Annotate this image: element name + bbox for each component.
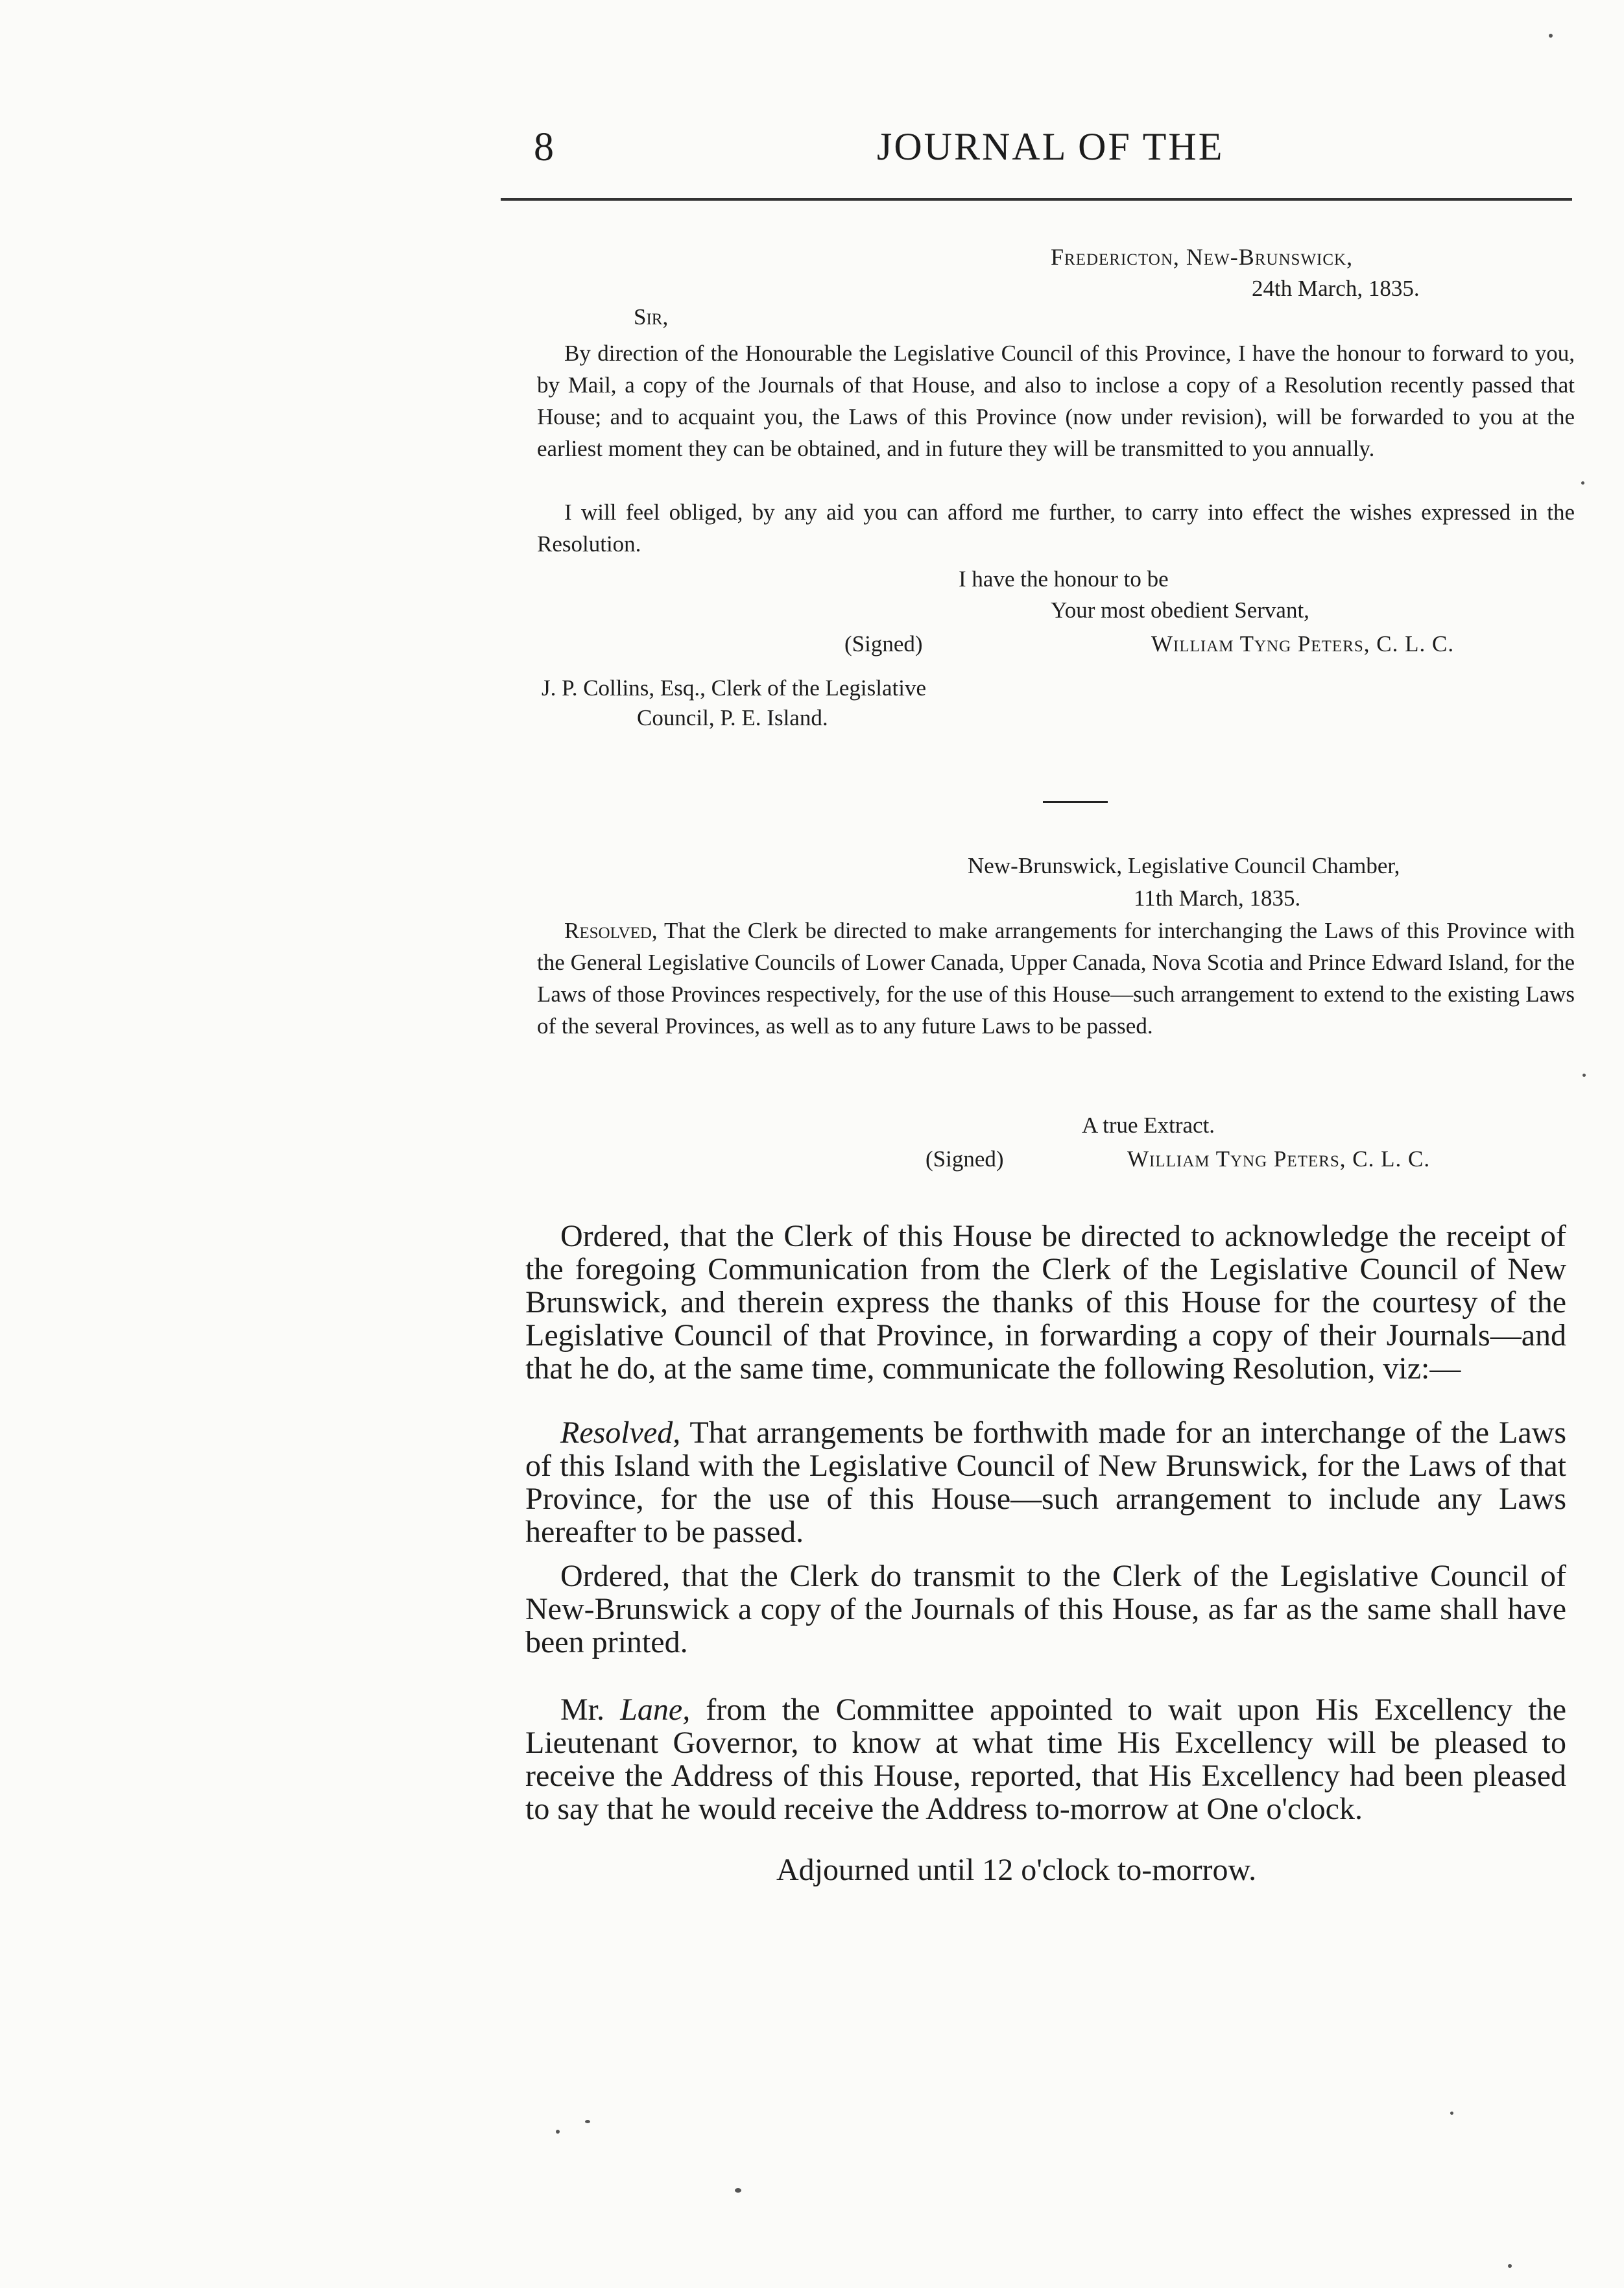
letter-addressee-2: Council, P. E. Island.: [637, 705, 828, 730]
scan-speck: [1450, 2112, 1453, 2115]
proceedings-paragraph-1: Ordered, that the Clerk of this House be directed to acknowledge the receipt of the foregoing Communication from the Clerk of the Legislative Council of New Brunswick, and therein express the thanks of this House for the courtesy of the Legislative Council of that Province, in forwarding a copy of their Journals—and that he do, at the same time, communicate the following Resolution, viz:—: [525, 1219, 1566, 1386]
resolution-paragraph: [537, 915, 1575, 1042]
separator-rule: [1043, 801, 1108, 803]
running-head: JOURNAL OF THE: [877, 125, 1224, 168]
page-number: 8: [534, 125, 554, 169]
resolution-extract: A true Extract.: [1082, 1113, 1215, 1138]
letter-paragraph-2: I will feel obliged, by any aid you can afford me further, to carry into effect the wishes expressed in the Resolution.: [537, 500, 1575, 557]
letter-salutation: Sir,: [634, 304, 669, 330]
scan-speck: [1581, 481, 1584, 485]
letter-paragraph-1: By direction of the Honourable the Legislative Council of this Province, I have the honour to forward to you, by Mail, a copy of the Journals of that House, and also to inclose a copy of a Resolution recently passed that House; and to acquaint you, the Laws of this Province (now under revision), will be forwarded to you at the earliest moment they can be obtained, and in future they will be transmitted to you annually.: [537, 341, 1575, 461]
resolution-place: New-Brunswick, Legislative Council Chamber,: [968, 853, 1400, 878]
resolution-lead: Resolved,: [564, 918, 658, 943]
letter-signer: William Tyng Peters, C. L. C.: [1151, 631, 1455, 656]
letter-signed: (Signed): [844, 631, 923, 656]
proceedings-paragraph-4: [525, 1693, 1566, 1825]
scan-speck: [735, 2188, 741, 2193]
proceedings-mr: Mr.: [560, 1692, 605, 1727]
letter-closing-2: Your most obedient Servant,: [1051, 597, 1309, 623]
letter-addressee-1: J. P. Collins, Esq., Clerk of the Legislative: [542, 675, 927, 701]
scan-speck: [585, 2120, 590, 2123]
resolution-text: That the Clerk be directed to make arrangements for interchanging the Laws of this Province with the General Legislative Councils of Lower Canada, Upper Canada, Nova Scotia and Prince Edward Island, for the Laws of those Provinces respectively, for the use of this House—such arrangement to extend to the existing Laws of the several Provinces, as well as to any future Laws to be passed.: [537, 918, 1575, 1039]
scan-speck: [1508, 2264, 1512, 2268]
letter-date: 24th March, 1835.: [1252, 276, 1420, 301]
letter-closing-1: I have the honour to be: [959, 566, 1169, 592]
resolution-signer: William Tyng Peters, C. L. C.: [1127, 1146, 1431, 1172]
resolution-signed: (Signed): [925, 1146, 1004, 1172]
proceedings-member-name: Lane,: [620, 1692, 691, 1727]
proceedings-report-text: from the Committee appointed to wait upon His Excellency the Lieutenant Governor, to know at what time His Excellency will be pleased to receive the Address of this House, reported, that His Excellency had been pleased to say that he would receive the Address to-morrow at One o'clock.: [525, 1692, 1567, 1826]
proceedings-paragraph-3: Ordered, that the Clerk do transmit to the Clerk of the Legislative Council of New-Brunswick a copy of the Journals of this House, as far as the same shall have been printed.: [525, 1559, 1566, 1659]
scan-speck: [1549, 34, 1553, 38]
proceedings-resolution-text: That arrangements be forthwith made for an interchange of the Laws of this Island with the Legislative Council of New Brunswick, for the Laws of that Province, for the use of this House—such arrangement to include any Laws hereafter to be passed.: [525, 1415, 1566, 1549]
letter-place: Fredericton, New-Brunswick,: [1051, 244, 1354, 270]
scan-speck: [556, 2130, 560, 2134]
resolution-date: 11th March, 1835.: [1134, 885, 1301, 911]
adjournment-line: Adjourned until 12 o'clock to-morrow.: [776, 1853, 1257, 1887]
proceedings-paragraph-2: [525, 1416, 1566, 1548]
scan-speck: [1582, 1074, 1586, 1077]
proceedings-resolved: Resolved,: [560, 1415, 681, 1450]
header-rule: [501, 198, 1572, 201]
